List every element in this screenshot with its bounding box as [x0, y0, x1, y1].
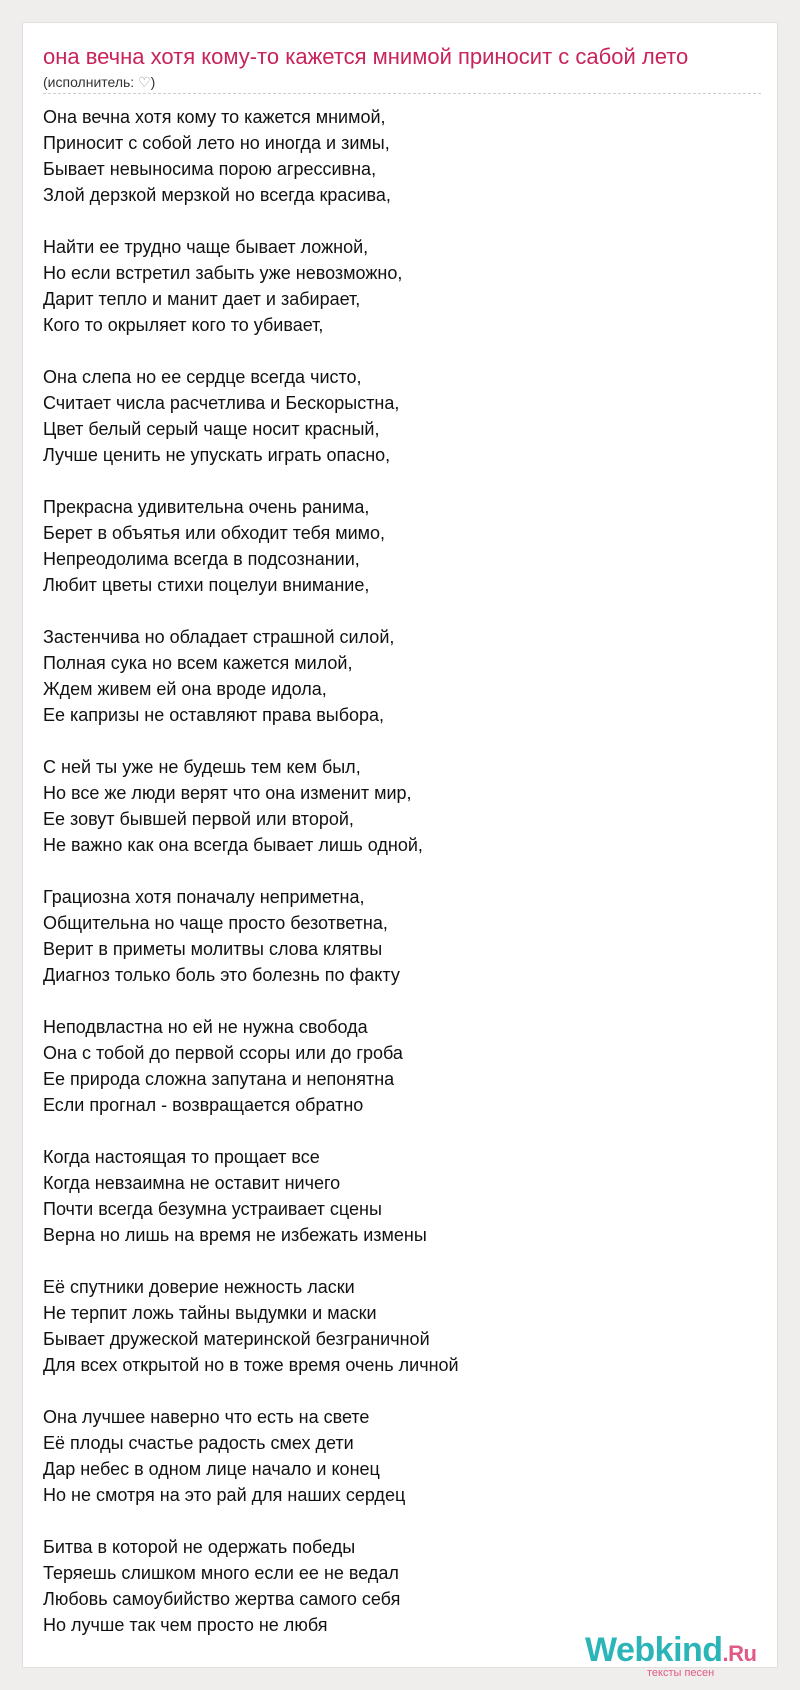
lyrics-line: Ее природа сложна запутана и непонятна [43, 1069, 395, 1089]
artist-suffix: ) [150, 74, 156, 90]
lyrics-line: Но если встретил забыть уже невозможно, [43, 263, 403, 283]
lyrics-line: Непреодолима всегда в подсознании, [43, 549, 360, 569]
lyrics-line: Ждем живем ей она вроде идола, [43, 679, 327, 699]
lyrics-body [43, 104, 743, 1664]
lyrics-line: Лучше ценить не упускать играть опасно, [43, 445, 391, 465]
lyrics-stanza [43, 754, 743, 858]
logo-tld: .Ru [722, 1641, 757, 1666]
lyrics-line: Полная сука но всем кажется милой, [43, 653, 353, 673]
lyrics-line: Не важно как она всегда бывает лишь одной, [43, 835, 423, 855]
lyrics-line: Но все же люди верят что она изменит мир, [43, 783, 412, 803]
lyrics-line: С ней ты уже не будешь тем кем был, [43, 757, 361, 777]
lyrics-stanza [43, 494, 743, 598]
lyrics-stanza [43, 1534, 743, 1638]
lyrics-stanza [43, 1144, 743, 1248]
lyrics-stanza [43, 1014, 743, 1118]
lyrics-line: Цвет белый серый чаще носит красный, [43, 419, 380, 439]
lyrics-line: Неподвластна но ей не нужна свобода [43, 1017, 368, 1037]
lyrics-line: Бывает дружеской материнской безграничной [43, 1329, 430, 1349]
lyrics-line: Дар небес в одном лице начало и конец [43, 1459, 380, 1479]
lyrics-line: Она лучшее наверно что есть на свете [43, 1407, 370, 1427]
lyrics-line: Приносит с собой лето но иногда и зимы, [43, 133, 390, 153]
lyrics-line: Общительна но чаще просто безответна, [43, 913, 388, 933]
lyrics-card [22, 22, 778, 1679]
lyrics-line: Но не смотря на это рай для наших сердец [43, 1485, 406, 1505]
lyrics-line: Когда настоящая то прощает все [43, 1147, 320, 1167]
lyrics-line: Не терпит ложь тайны выдумки и маски [43, 1303, 377, 1323]
lyrics-line: Диагноз только боль это болезнь по факту [43, 965, 400, 985]
lyrics-line: Прекрасна удивительна очень ранима, [43, 497, 370, 517]
lyrics-line: Битва в которой не одержать победы [43, 1537, 356, 1557]
lyrics-stanza [43, 364, 743, 468]
lyrics-stanza [43, 624, 743, 728]
lyrics-line: Ее зовут бывшей первой или второй, [43, 809, 354, 829]
lyrics-line: Считает числа расчетлива и Бескорыстна, [43, 393, 400, 413]
title-divider [43, 93, 761, 94]
lyrics-line: Любовь самоубийство жертва самого себя [43, 1589, 401, 1609]
artist-prefix: (исполнитель: [43, 74, 139, 90]
lyrics-line: Её плоды счастье радость смех дети [43, 1433, 354, 1453]
lyrics-line: Теряешь слишком много если ее не ведал [43, 1563, 399, 1583]
lyrics-line: Бывает невыносима порою агрессивна, [43, 159, 377, 179]
logo-tagline: тексты песен [647, 1667, 715, 1679]
lyrics-line: Она вечна хотя кому то кажется мнимой, [43, 107, 386, 127]
lyrics-stanza [43, 1274, 743, 1378]
lyrics-line: Грациозна хотя поначалу неприметна, [43, 887, 365, 907]
lyrics-stanza [43, 884, 743, 988]
lyrics-line: Найти ее трудно чаще бывает ложной, [43, 237, 369, 257]
lyrics-line: Когда невзаимна не оставит ничего [43, 1173, 341, 1193]
lyrics-line: Дарит тепло и манит дает и забирает, [43, 289, 361, 309]
lyrics-line: Почти всегда безумна устраивает сцены [43, 1199, 382, 1219]
lyrics-line: Любит цветы стихи поцелуи внимание, [43, 575, 370, 595]
lyrics-line: Для всех открытой но в тоже время очень личной [43, 1355, 459, 1375]
lyrics-line: Ее капризы не оставляют права выбора, [43, 705, 385, 725]
lyrics-stanza [43, 104, 743, 208]
lyrics-line: Злой дерзкой мерзкой но всегда красива, [43, 185, 391, 205]
lyrics-line: Верна но лишь на время не избежать измены [43, 1225, 427, 1245]
lyrics-line: Если прогнал - возвращается обратно [43, 1095, 364, 1115]
lyrics-line: Но лучше так чем просто не любя [43, 1615, 328, 1635]
artist-line [43, 73, 155, 91]
song-title: она вечна хотя кому-то кажется мнимой приносит с сабой лето [43, 44, 689, 69]
logo-name: Webkind [585, 1631, 723, 1669]
lyrics-line: Кого то окрыляет кого то убивает, [43, 315, 324, 335]
lyrics-stanza [43, 1404, 743, 1508]
lyrics-line: Её спутники доверие нежность ласки [43, 1277, 355, 1297]
lyrics-line: Она слепа но ее сердце всегда чисто, [43, 367, 362, 387]
lyrics-line: Берет в объятья или обходит тебя мимо, [43, 523, 386, 543]
lyrics-line: Застенчива но обладает страшной силой, [43, 627, 395, 647]
lyrics-line: Верит в приметы молитвы слова клятвы [43, 939, 383, 959]
lyrics-stanza [43, 234, 743, 338]
site-logo[interactable] [585, 1631, 785, 1681]
lyrics-line: Она с тобой до первой ссоры или до гроба [43, 1043, 403, 1063]
artist-name-link[interactable]: ♡ [138, 74, 151, 90]
